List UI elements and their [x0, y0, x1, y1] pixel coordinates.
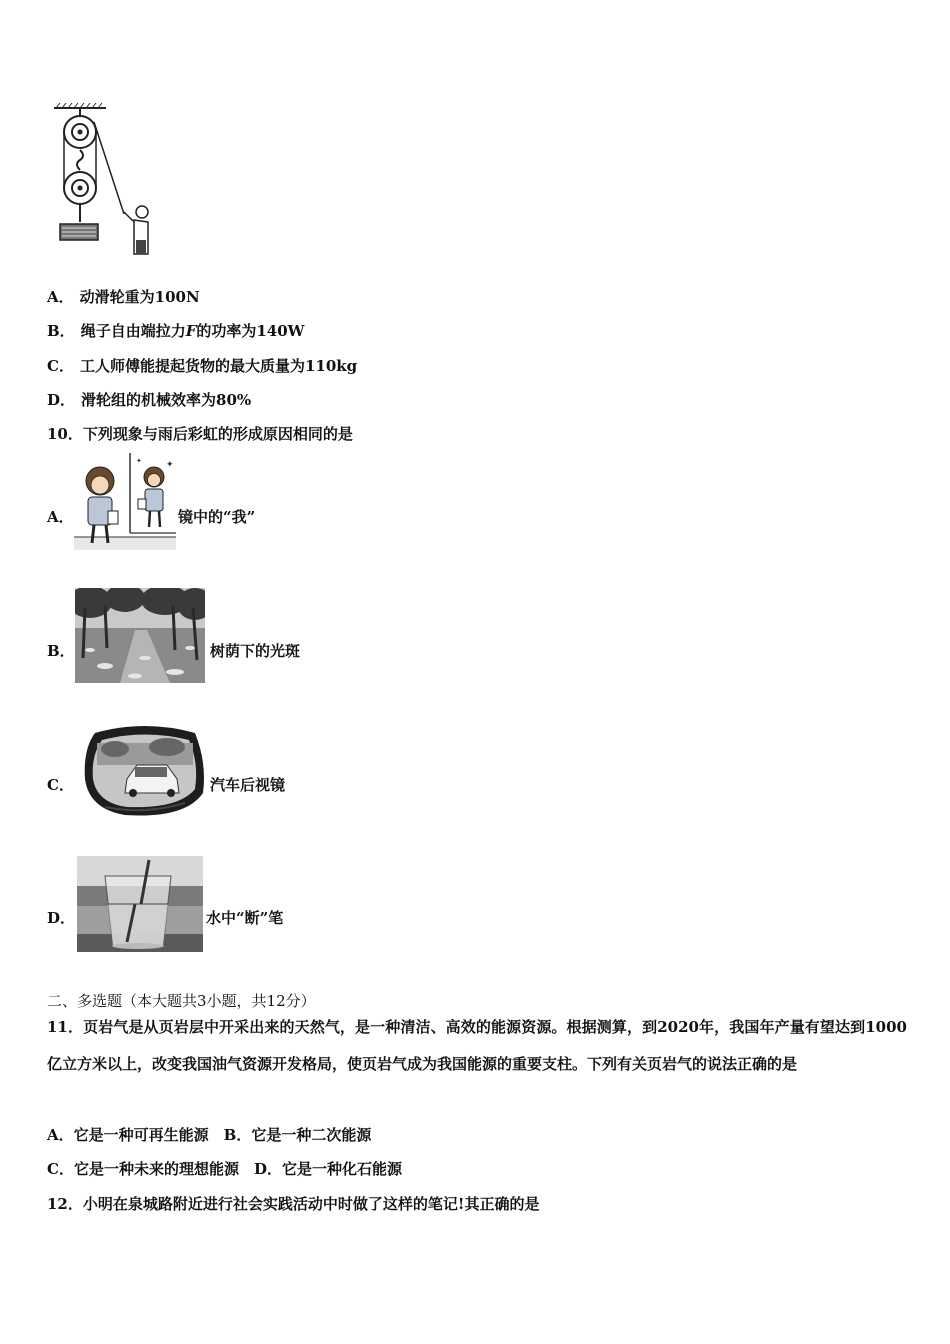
q11-options-row-2: C．它是一种未来的理想能源 D．它是一种化石能源	[47, 1160, 402, 1178]
svg-text:✦: ✦	[136, 457, 142, 465]
option-label: B．	[47, 322, 75, 340]
option-label: D．	[47, 391, 76, 409]
q11-options-row-1: A．它是一种可再生能源 B．它是一种二次能源	[47, 1126, 372, 1144]
q10-option-b-caption: 树荫下的光斑	[210, 642, 301, 660]
q12-stem: 12．小明在泉城路附近进行社会实践活动中时做了这样的笔记!其正确的是	[47, 1195, 540, 1213]
q11-stem: 11．页岩气是从页岩层中开采出来的天然气，是一种清洁、高效的能源资源。根据测算，到2020年，我国年产量有望达到1000亿立方米以上，改变我国油气资源开发格局，使页岩气成为我国能源的重要支柱。下列有关页岩气的说法正确的是	[47, 1018, 907, 1073]
q10-option-a-label: A．	[47, 508, 74, 526]
q9-option-b	[47, 320, 305, 341]
pulley-diagram	[50, 102, 160, 262]
q10-option-c-caption: 汽车后视镜	[210, 776, 286, 794]
option-text: 滑轮组的机械效率为80%	[81, 391, 252, 409]
q10-option-d-label: D．	[47, 909, 76, 927]
mirror-girl-image	[74, 453, 176, 550]
option-text: 绳子自由端拉力	[80, 322, 186, 340]
q9-option-d	[47, 389, 251, 410]
option-text: 工人师傅能提起货物的最大质量为110kg	[79, 357, 358, 375]
option-label: A．	[47, 288, 74, 306]
q10-option-d-caption: 水中“断”笔	[206, 909, 284, 927]
q10-option-c-label: C．	[47, 776, 74, 794]
variable-f: F	[185, 322, 197, 340]
q10-stem: 10．下列现象与雨后彩虹的形成原因相同的是	[47, 425, 353, 443]
option-text: 的功率为140W	[196, 322, 305, 340]
option-label: C．	[47, 357, 74, 375]
svg-text:✦: ✦	[166, 460, 174, 470]
q10-option-b-label: B．	[47, 642, 75, 660]
section-heading: 二、多选题（本大题共3小题，共12分）	[47, 992, 316, 1010]
rearview-mirror-photo	[75, 723, 207, 820]
q9-option-a	[47, 286, 200, 307]
pen-in-water-photo	[77, 856, 203, 952]
q9-option-c	[47, 355, 357, 376]
q10-option-a-caption: 镜中的“我”	[178, 508, 256, 526]
option-text: 动滑轮重为100N	[79, 288, 200, 306]
tree-shade-photo	[75, 588, 205, 683]
